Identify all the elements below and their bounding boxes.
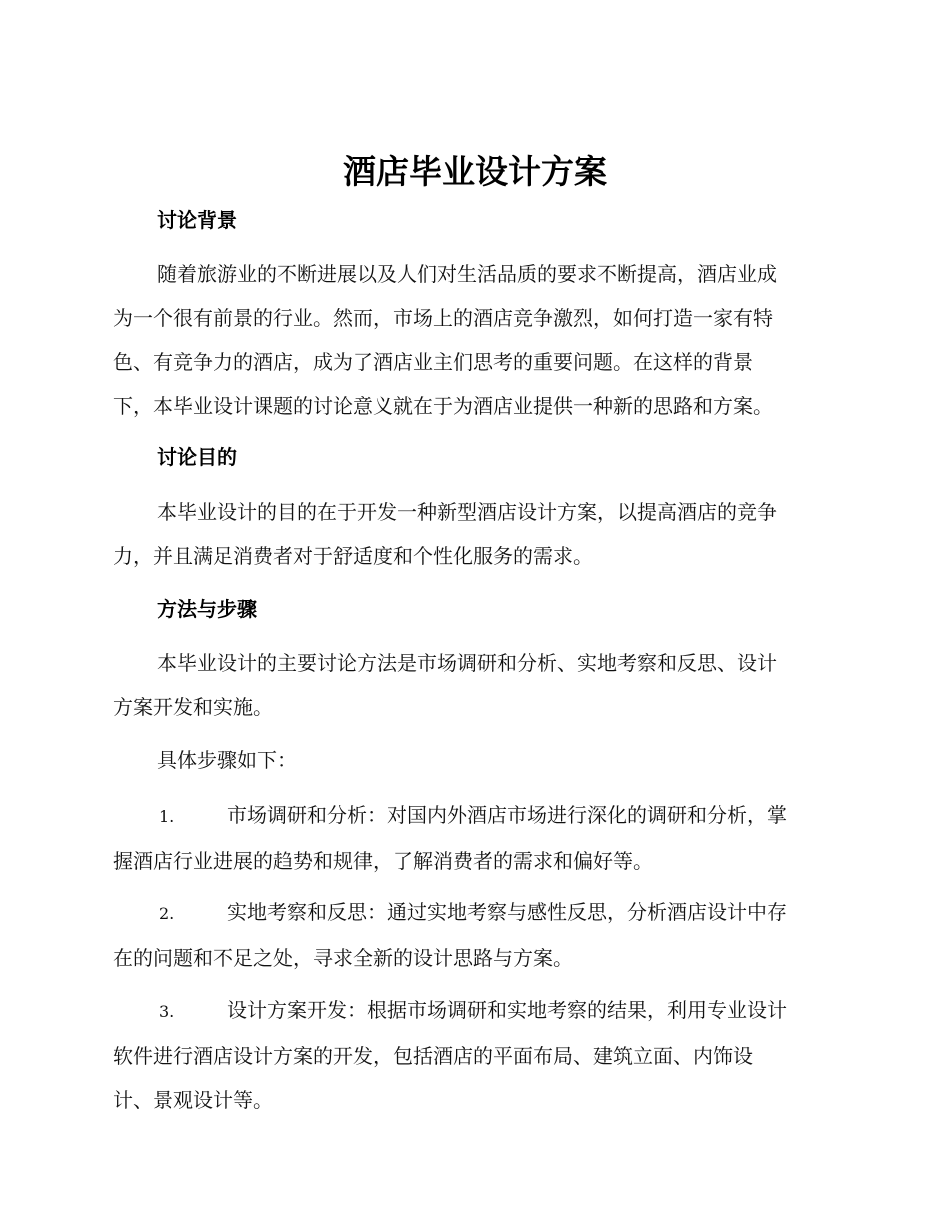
list-item [113,793,833,883]
paragraph-line: 随着旅游业的不断进展以及人们对生活品质的要求不断提高，酒店业成 [157,262,777,286]
paragraph-line: 为一个很有前景的行业。然而，市场上的酒店竞争激烈，如何打造一家有特 [113,306,773,330]
section-heading-methods: 方法与步骤 [157,597,257,621]
list-item-text: 计、景观设计等。 [113,1088,273,1112]
list-item [113,890,833,980]
section-heading-purpose: 讨论目的 [157,445,237,469]
list-item [113,988,833,1122]
list-number: 2. [159,904,175,923]
paragraph-line: 色、有竞争力的酒店，成为了酒店业主们思考的重要问题。在这样的背景 [113,350,753,374]
list-item-text: 设计方案开发：根据市场调研和实地考察的结果，利用专业设计 [227,998,787,1022]
paragraph-line: 下，本毕业设计课题的讨论意义就在于为酒店业提供一种新的思路和方案。 [113,394,773,418]
list-item-text: 在的问题和不足之处，寻求全新的设计思路与方案。 [113,946,573,970]
paragraph-line: 力，并且满足消费者对于舒适度和个性化服务的需求。 [113,544,593,568]
methods-paragraph [113,641,833,729]
list-item-text: 握酒店行业进展的趋势和规律，了解消费者的需求和偏好等。 [113,849,653,873]
list-item-text: 实地考察和反思：通过实地考察与感性反思，分析酒店设计中存 [227,900,787,924]
steps-intro-text: 具体步骤如下： [157,748,297,772]
paragraph-line: 本毕业设计的主要讨论方法是市场调研和分析、实地考察和反思、设计 [157,651,777,675]
background-paragraph [113,252,833,428]
section-heading-background: 讨论背景 [157,208,237,232]
purpose-paragraph [113,490,833,578]
steps-intro [113,738,833,782]
paragraph-line: 本毕业设计的目的在于开发一种新型酒店设计方案，以提高酒店的竞争 [157,500,777,524]
document-title: 酒店毕业设计方案 [343,152,607,191]
paragraph-line: 方案开发和实施。 [113,695,273,719]
list-number: 3. [159,1002,175,1021]
list-item-text: 软件进行酒店设计方案的开发，包括酒店的平面布局、建筑立面、内饰设 [113,1044,753,1068]
list-number: 1. [159,807,175,826]
list-item-text: 市场调研和分析：对国内外酒店市场进行深化的调研和分析，掌 [227,803,787,827]
